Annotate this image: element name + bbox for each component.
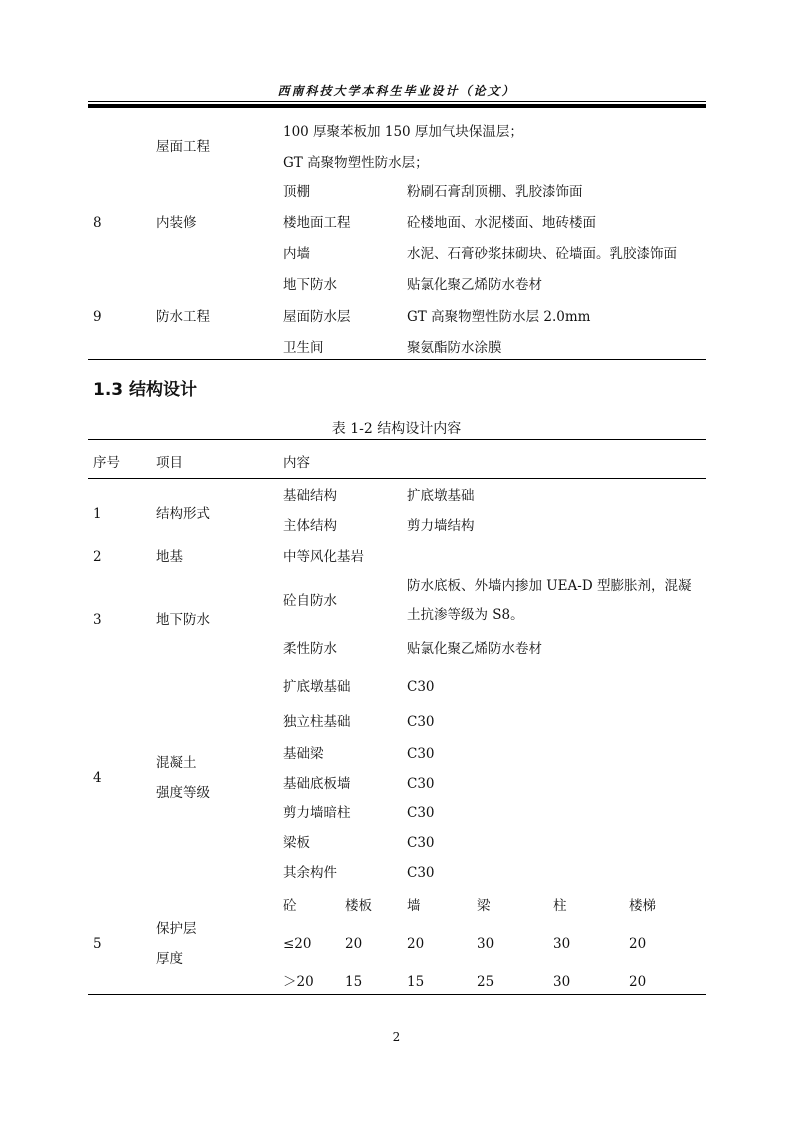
row8-sub-2-name: 楼地面工程: [283, 215, 351, 231]
cover-header-beam: 梁: [477, 898, 491, 914]
page-number: 2: [392, 1030, 401, 1044]
t2-row4-item-line-1: 混凝土: [156, 755, 197, 771]
cover-row2-grade: ＞20: [283, 974, 314, 990]
t2-row4-sub-3-name: 基础梁: [283, 746, 324, 762]
t2-row4-sub-4-content: C30: [407, 776, 435, 792]
t2-row3-sub-1-name: 砼自防水: [283, 593, 337, 609]
table2-header-item: 项目: [156, 455, 183, 471]
t2-row3-sub-1-line-1: 防水底板、外墙内掺加 UEA-D 型膨胀剂，混凝: [407, 578, 692, 594]
roof-line-2: GT 高聚物塑性防水层；: [283, 155, 429, 171]
table2-header-content: 内容: [283, 455, 310, 471]
cover-row2-column: 30: [553, 974, 571, 990]
cover-row2-wall: 15: [407, 974, 425, 990]
t2-row1-sub-2-content: 剪力墙结构: [407, 518, 475, 534]
t2-row4-sub-3-content: C30: [407, 746, 435, 762]
t2-row5-item-line-1: 保护层: [156, 921, 197, 937]
table2-header-rule: [88, 478, 706, 479]
header-rule-thick: [88, 104, 706, 108]
t2-row1-sub-2-name: 主体结构: [283, 518, 337, 534]
row8-item: 内装修: [156, 215, 197, 231]
t2-row3-sub-2-name: 柔性防水: [283, 641, 337, 657]
table2-top-rule: [88, 439, 706, 440]
table2-bottom-rule: [88, 994, 706, 995]
row9-sub-2-content: GT 高聚物塑性防水层 2.0mm: [407, 309, 591, 325]
t2-row4-sub-2-content: C30: [407, 714, 435, 730]
cover-header-slab: 楼板: [345, 898, 372, 914]
t2-row4-sub-6-content: C30: [407, 835, 435, 851]
t2-row2-number: 2: [93, 549, 102, 565]
cover-row1-grade: ≤20: [283, 936, 312, 952]
cover-row2-slab: 15: [345, 974, 363, 990]
t2-row4-sub-5-name: 剪力墙暗柱: [283, 805, 351, 821]
row9-sub-3-name: 卫生间: [283, 340, 324, 356]
header-rule-thin: [88, 101, 706, 102]
cover-header-wall: 墙: [407, 898, 421, 914]
cover-row1-wall: 20: [407, 936, 425, 952]
row9-sub-1-name: 地下防水: [283, 277, 337, 293]
row9-sub-3-content: 聚氨酯防水涂膜: [407, 340, 502, 356]
cover-header-column: 柱: [553, 898, 567, 914]
t2-row4-sub-1-name: 扩底墩基础: [283, 679, 351, 695]
table2-header-number: 序号: [93, 455, 120, 471]
t2-row4-sub-4-name: 基础底板墙: [283, 776, 351, 792]
row8-sub-3-name: 内墙: [283, 246, 310, 262]
t2-row4-sub-2-name: 独立柱基础: [283, 714, 351, 730]
row8-number: 8: [93, 215, 102, 231]
row9-number: 9: [93, 309, 102, 325]
t2-row2-item: 地基: [156, 549, 183, 565]
cover-row1-column: 30: [553, 936, 571, 952]
t2-row2-content: 中等风化基岩: [283, 549, 364, 565]
cover-row2-stair: 20: [629, 974, 647, 990]
row9-sub-1-content: 贴氯化聚乙烯防水卷材: [407, 277, 542, 293]
row8-sub-1-name: 顶棚: [283, 184, 310, 200]
cover-row1-stair: 20: [629, 936, 647, 952]
cover-row1-slab: 20: [345, 936, 363, 952]
table2-caption: 表 1-2 结构设计内容: [331, 421, 462, 437]
t2-row4-sub-5-content: C30: [407, 805, 435, 821]
t2-row4-sub-7-name: 其余构件: [283, 865, 337, 881]
t2-row1-sub-1-content: 扩底墩基础: [407, 488, 475, 504]
t2-row1-item: 结构形式: [156, 506, 210, 522]
row9-item: 防水工程: [156, 309, 210, 325]
cover-header-concrete: 砼: [283, 898, 297, 914]
t2-row4-item-line-2: 强度等级: [156, 785, 210, 801]
t2-row5-item-line-2: 厚度: [156, 951, 183, 967]
row9-sub-2-name: 屋面防水层: [283, 309, 351, 325]
row8-sub-3-content: 水泥、石膏砂浆抹砌块、砼墙面。乳胶漆饰面: [407, 246, 677, 262]
t2-row4-sub-1-content: C30: [407, 679, 435, 695]
page-header-title: 西南科技大学本科生毕业设计（论文）: [277, 84, 516, 98]
t2-row3-sub-1-line-2: 土抗渗等级为 S8。: [407, 607, 524, 623]
section-heading: 1.3 结构设计: [93, 380, 198, 400]
t2-row4-sub-6-name: 梁板: [283, 835, 310, 851]
t2-row3-item: 地下防水: [156, 612, 210, 628]
table1-bottom-rule: [88, 359, 706, 360]
t2-row5-number: 5: [93, 936, 102, 952]
cover-row2-beam: 25: [477, 974, 495, 990]
roof-label: 屋面工程: [156, 139, 210, 155]
roof-line-1: 100 厚聚苯板加 150 厚加气块保温层；: [283, 124, 523, 140]
t2-row4-sub-7-content: C30: [407, 865, 435, 881]
t2-row4-number: 4: [93, 770, 102, 786]
cover-header-stair: 楼梯: [629, 898, 656, 914]
t2-row3-number: 3: [93, 612, 102, 628]
t2-row1-number: 1: [93, 506, 102, 522]
t2-row3-sub-2-content: 贴氯化聚乙烯防水卷材: [407, 641, 542, 657]
cover-row1-beam: 30: [477, 936, 495, 952]
row8-sub-1-content: 粉刷石膏刮顶棚、乳胶漆饰面: [407, 184, 583, 200]
t2-row1-sub-1-name: 基础结构: [283, 488, 337, 504]
row8-sub-2-content: 砼楼地面、水泥楼面、地砖楼面: [407, 215, 596, 231]
